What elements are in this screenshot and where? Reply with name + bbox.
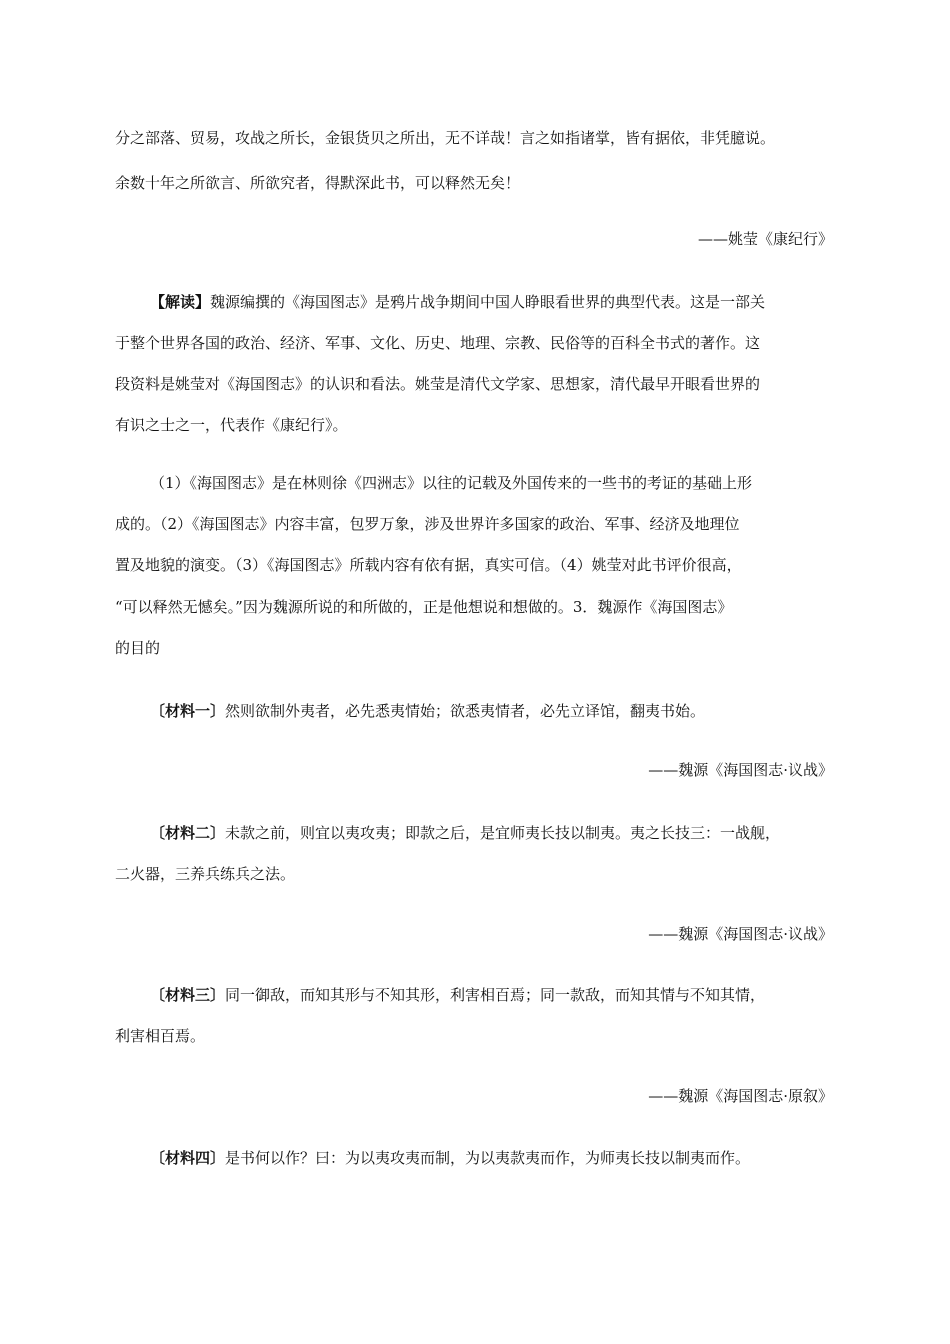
material-2-source: ——魏源《海国图志·议战》 [648,925,833,943]
points-line-4: “可以释然无憾矣。”因为魏源所说的和所做的，正是他想说和想做的。3．魏源作《海国图志》 [115,598,733,616]
material-2-line-2: 二火器，三养兵练兵之法。 [115,865,296,883]
material-3-line-2: 利害相百焉。 [115,1027,206,1045]
points-line-1: （1）《海国图志》是在林则徐《四洲志》以往的记载及外国传来的一些书的考证的基础上形 [150,474,753,492]
material-3-label: 〔材料三〕 [150,986,226,1004]
interpretation-line-4: 有识之士之一，代表作《康纪行》。 [115,416,348,434]
points-line-5: 的目的 [115,639,161,657]
interpretation-line-1 [150,292,765,312]
material-1-text: 然则欲制外夷者，必先悉夷情始；欲悉夷情者，必先立译馆，翻夷书始。 [225,702,706,720]
material-1-source: ——魏源《海国图志·议战》 [648,761,833,779]
material-2-text-1: 未款之前，则宜以夷攻夷；即款之后，是宜师夷长技以制夷。夷之长技三：一战舰， [225,824,781,842]
material-3-line-1 [150,985,765,1005]
interpretation-line-3: 段资料是姚莹对《海国图志》的认识和看法。姚莹是清代文学家、思想家，清代最早开眼看世界的 [115,375,761,393]
material-3-text-1: 同一御敌，而知其形与不知其形，利害相百焉；同一款敌，而知其情与不知其情， [225,986,766,1004]
interpretation-text-1: 魏源编撰的《海国图志》是鸦片战争期间中国人睁眼看世界的典型代表。这是一部关 [210,293,766,311]
material-3-source: ——魏源《海国图志·原叙》 [648,1087,833,1105]
material-2-line-1 [150,823,780,843]
intro-source: ——姚莹《康纪行》 [697,230,833,248]
material-1-label: 〔材料一〕 [150,702,226,720]
material-4-label: 〔材料四〕 [150,1149,226,1167]
intro-line-1: 分之部落、贸易，攻战之所长，金银货贝之所出，无不详哉！言之如指诸掌，皆有据依，非凭臆说。 [115,129,776,147]
material-4-text: 是书何以作？曰：为以夷攻夷而制，为以夷款夷而作，为师夷长技以制夷而作。 [225,1149,751,1167]
material-2-label: 〔材料二〕 [150,824,226,842]
material-1-line-1 [150,701,705,721]
points-line-2: 成的。（2）《海国图志》内容丰富，包罗万象，涉及世界许多国家的政治、军事、经济及地理位 [115,515,740,533]
points-line-3: 置及地貌的演变。（3）《海国图志》所载内容有依有据，真实可信。（4）姚莹对此书评价很高， [115,556,742,574]
interpretation-label: 【解读】 [150,293,211,311]
intro-line-2: 余数十年之所欲言、所欲究者，得默深此书，可以释然无矣！ [115,174,521,192]
interpretation-line-2: 于整个世界各国的政治、经济、军事、文化、历史、地理、宗教、民俗等的百科全书式的著作。这 [115,334,761,352]
material-4-line-1 [150,1148,750,1168]
